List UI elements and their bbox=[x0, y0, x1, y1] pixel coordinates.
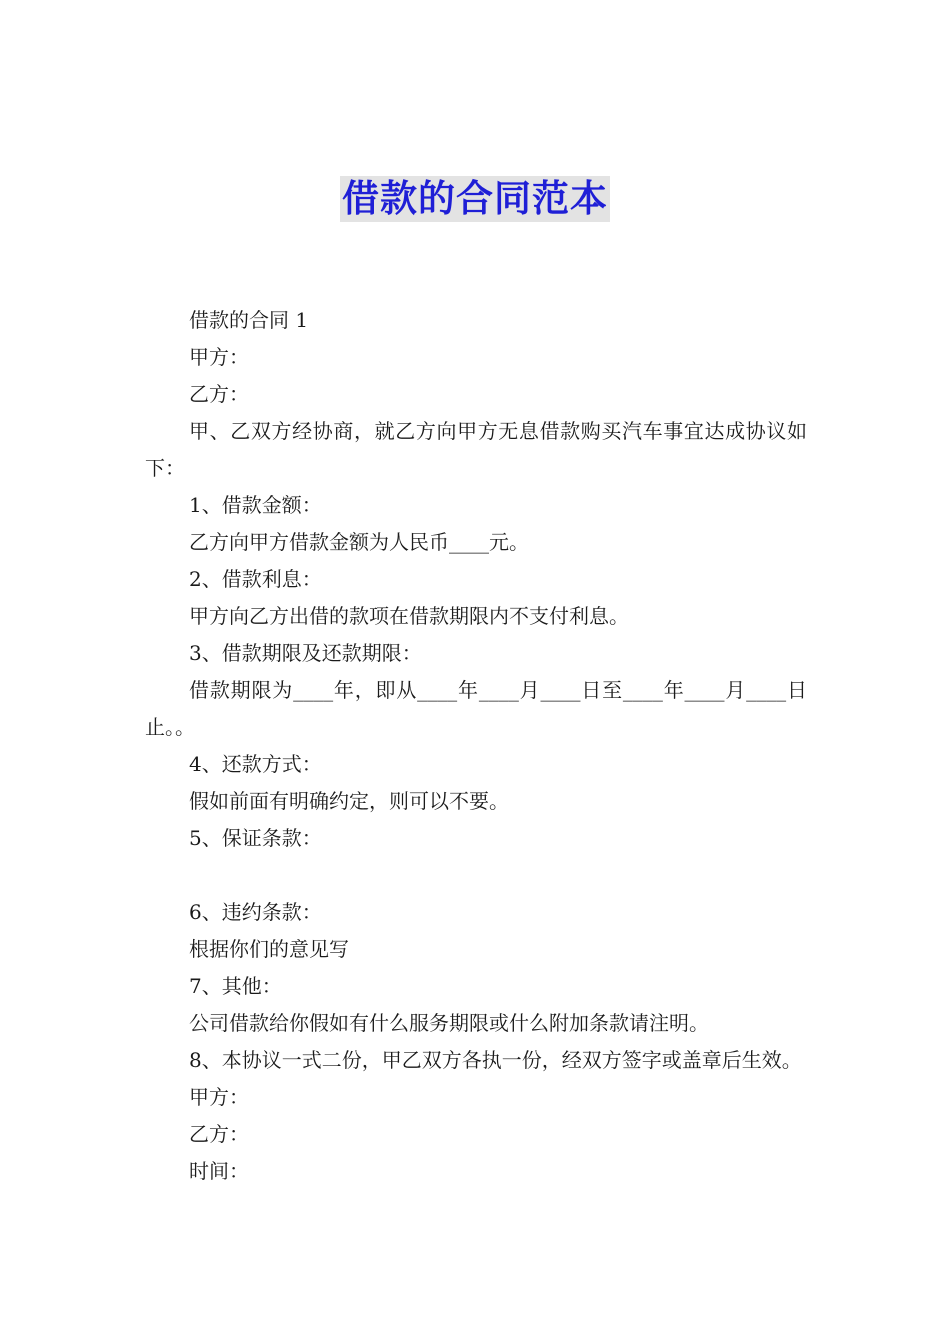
party-a-label: 甲方： bbox=[189, 345, 249, 369]
clause-4-text: 假如前面有明确约定，则可以不要。 bbox=[189, 789, 509, 813]
signature-party-a: 甲方： bbox=[189, 1085, 249, 1109]
clause-7-text: 公司借款给你假如有什么服务期限或什么附加条款请注明。 bbox=[189, 1011, 709, 1035]
intro-paragraph: 甲、乙双方经协商，就乙方向甲方无息借款购买汽车事宜达成协议如下： bbox=[145, 419, 807, 480]
clause-8-text: 8、本协议一式二份，甲乙双方各执一份，经双方签字或盖章后生效。 bbox=[189, 1048, 802, 1072]
contract-heading: 借款的合同 1 bbox=[189, 308, 309, 332]
clause-7-heading: 7、其他： bbox=[189, 974, 282, 998]
clause-4-heading: 4、还款方式： bbox=[189, 752, 322, 776]
clause-6-text: 根据你们的意见写 bbox=[189, 937, 349, 961]
clause-1-heading: 1、借款金额： bbox=[189, 493, 322, 517]
clause-3-heading: 3、借款期限及还款期限： bbox=[189, 641, 422, 665]
signature-party-b: 乙方： bbox=[189, 1122, 249, 1146]
document-body bbox=[145, 302, 807, 1190]
clause-2-heading: 2、借款利息： bbox=[189, 567, 322, 591]
clause-2-text: 甲方向乙方出借的款项在借款期限内不支付利息。 bbox=[189, 604, 629, 628]
clause-5-heading: 5、保证条款： bbox=[189, 826, 322, 850]
clause-1-text: 乙方向甲方借款金额为人民币____元。 bbox=[189, 530, 529, 554]
clause-3-text: 借款期限为____年，即从____年____月____日至____年____月____日止。。 bbox=[145, 678, 807, 739]
party-b-label: 乙方： bbox=[189, 382, 249, 406]
signature-date: 时间： bbox=[189, 1159, 249, 1183]
empty-line bbox=[145, 857, 807, 894]
clause-6-heading: 6、违约条款： bbox=[189, 900, 322, 924]
document-title: 借款的合同范本 bbox=[342, 177, 608, 220]
title-container bbox=[0, 176, 950, 222]
